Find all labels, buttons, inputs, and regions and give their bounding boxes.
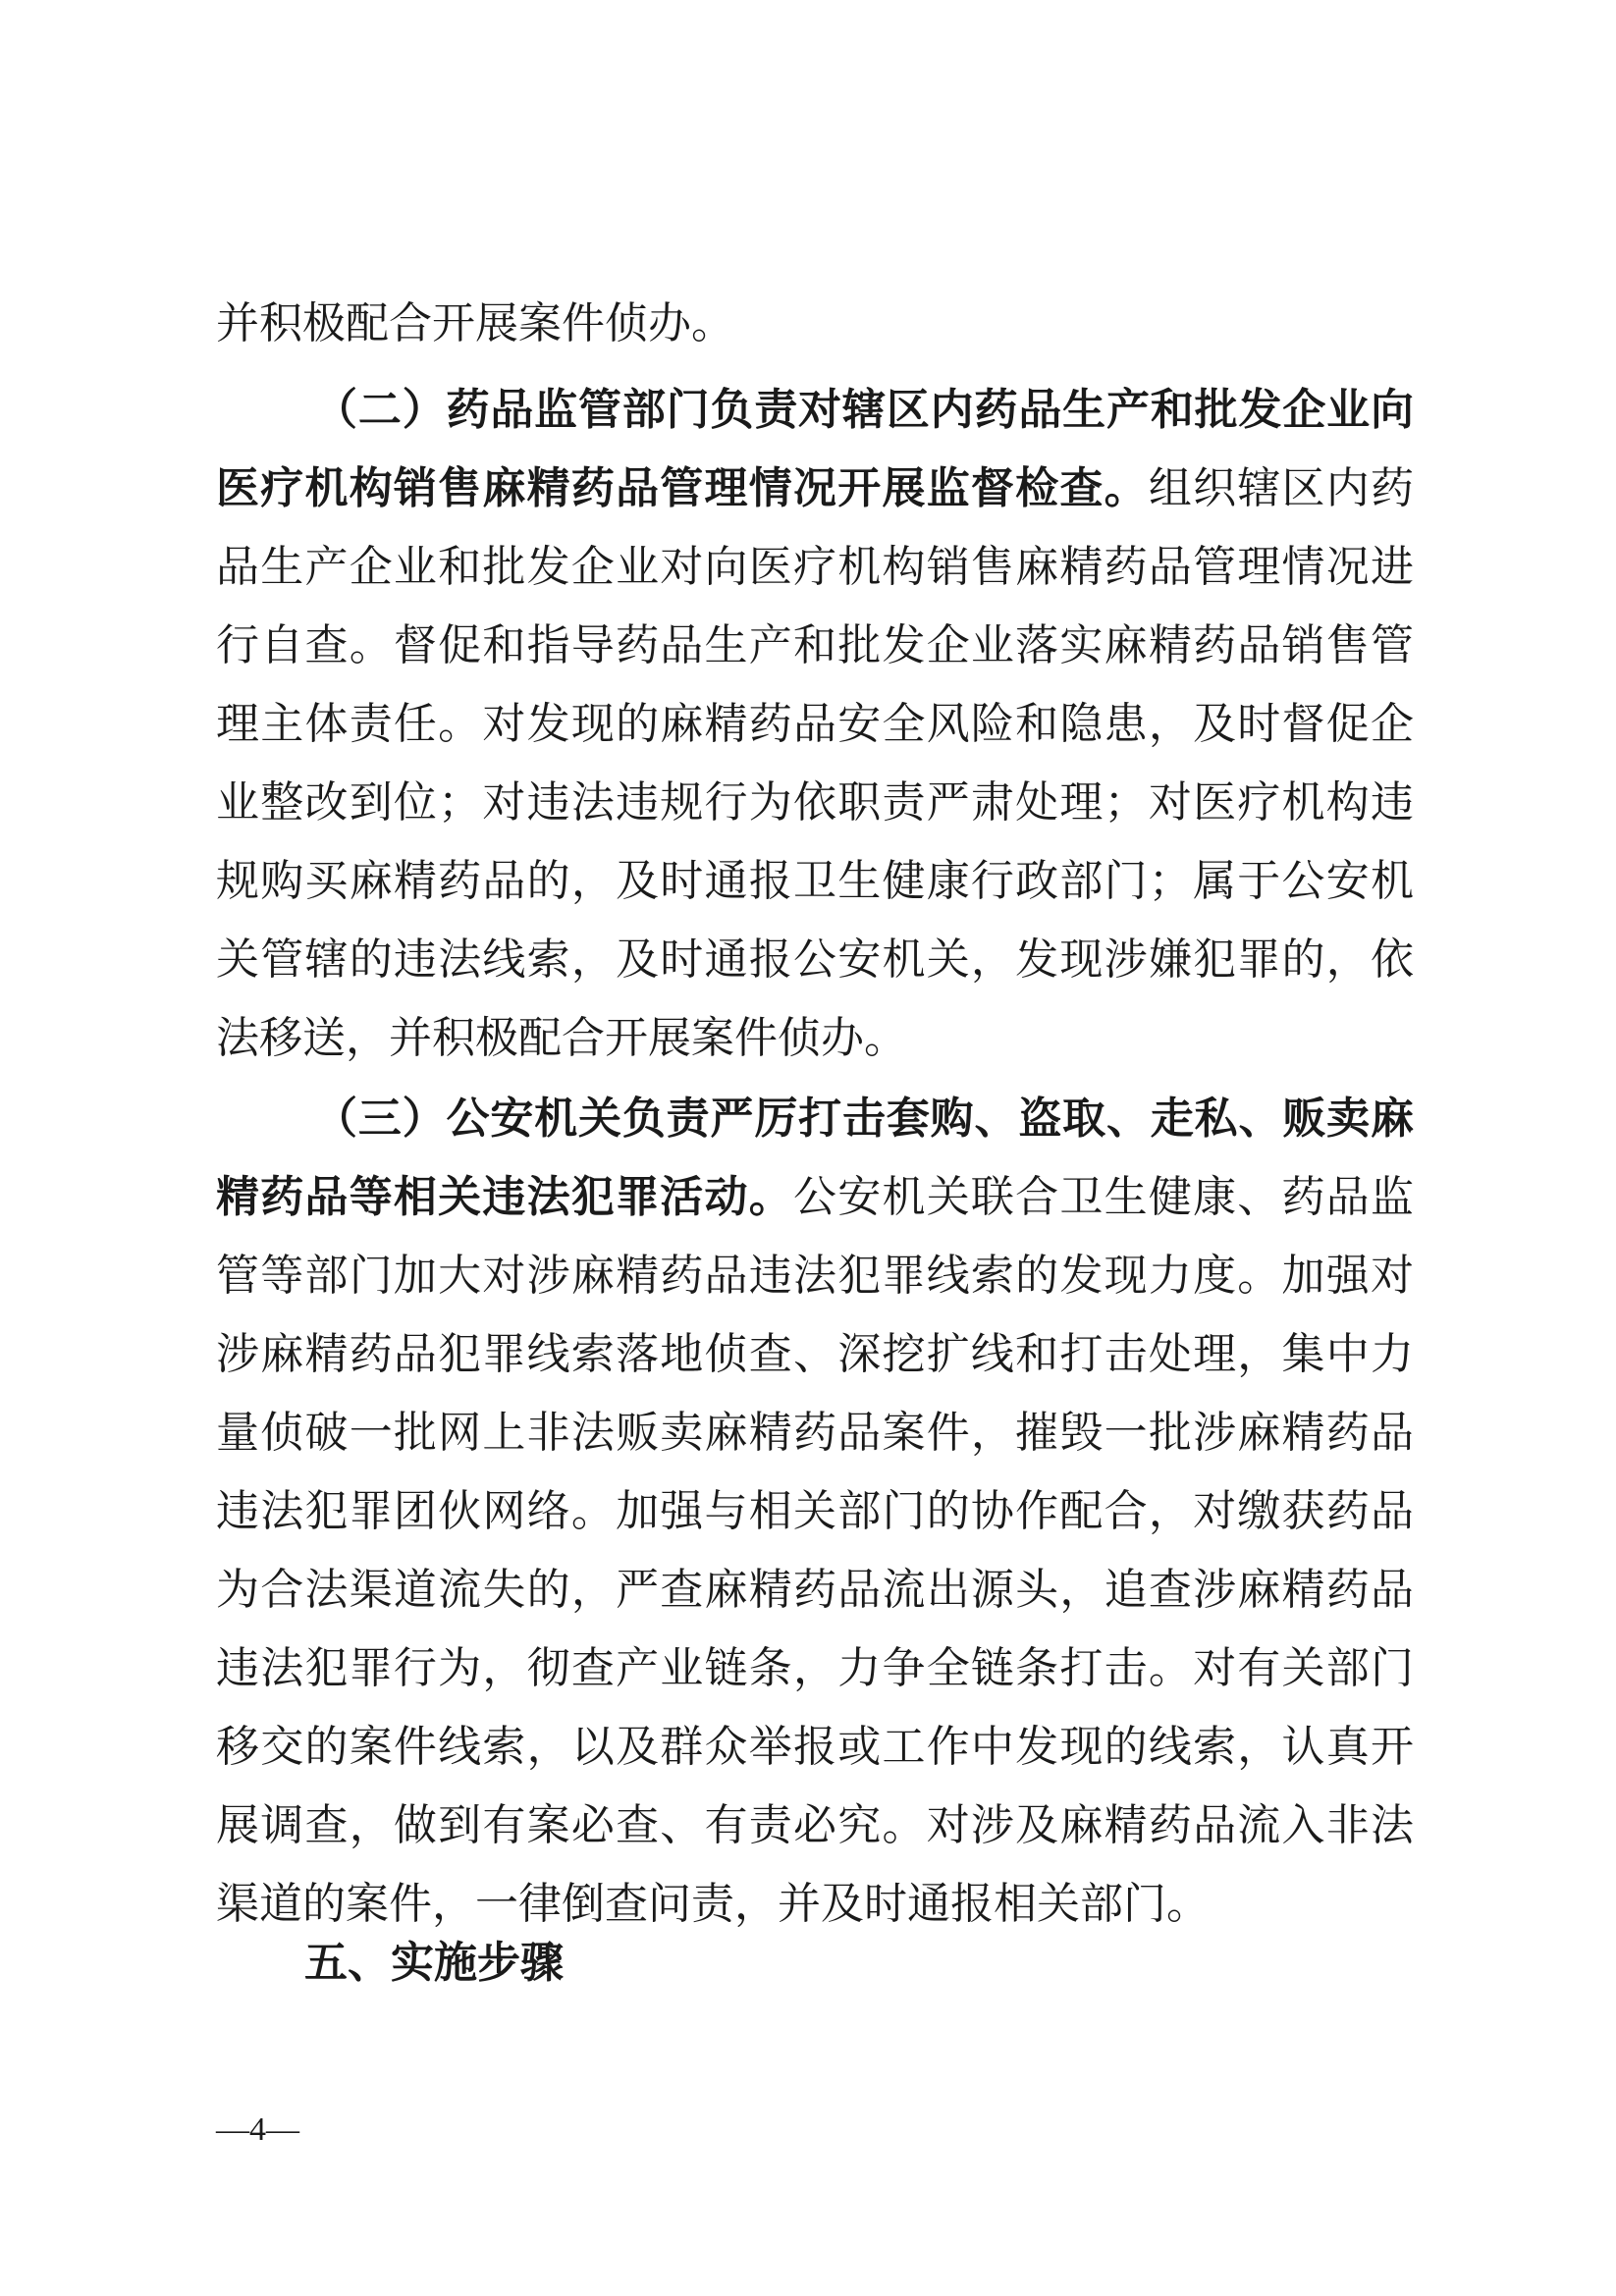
paragraph-2-heading-line-2: 医疗机构销售麻精药品管理情况开展监督检查。 [216, 463, 1149, 513]
paragraph-3-line-2 [216, 1158, 1414, 1237]
paragraph-3-line-4: 涉麻精药品犯罪线索落地侦查、深挖扩线和打击处理，集中力 [216, 1329, 1414, 1379]
page-number: —4— [216, 2111, 299, 2148]
paragraph-continuation-line: 并积极配合开展案件侦办。 [216, 298, 734, 348]
paragraph-2-line-8: 关管辖的违法线索，及时通报公安机关，发现涉嫌犯罪的，依 [216, 934, 1414, 985]
paragraph-2-line-5: 理主体责任。对发现的麻精药品安全风险和隐患，及时督促企 [216, 699, 1414, 749]
paragraph-3-line-10: 展调查，做到有案必查、有责必究。对涉及麻精药品流入非法 [216, 1800, 1414, 1850]
paragraph-3-line-7: 为合法渠道流失的，严查麻精药品流出源头，追查涉麻精药品 [216, 1565, 1414, 1615]
paragraph-3-line-5: 量侦破一批网上非法贩卖麻精药品案件，摧毁一批涉麻精药品 [216, 1408, 1414, 1458]
paragraph-2-line-3: 品生产企业和批发企业对向医疗机构销售麻精药品管理情况进 [216, 542, 1414, 592]
paragraph-2-line-2-text: 组织辖区内药 [1148, 463, 1415, 513]
paragraph-2-heading-line-1: （二）药品监管部门负责对辖区内药品生产和批发企业向 [314, 385, 1414, 435]
section-heading: 五、实施步骤 [304, 1938, 564, 1988]
paragraph-3-line-8: 违法犯罪行为，彻查产业链条，力争全链条打击。对有关部门 [216, 1643, 1414, 1693]
paragraph-3-heading-line-1: （三）公安机关负责严厉打击套购、盗取、走私、贩卖麻 [314, 1094, 1414, 1144]
paragraph-3-line-9: 移交的案件线索，以及群众举报或工作中发现的线索，认真开 [216, 1722, 1414, 1772]
paragraph-2-line-6: 业整改到位；对违法违规行为依职责严肃处理；对医疗机构违 [216, 777, 1414, 828]
paragraph-2-line-2 [216, 450, 1414, 528]
paragraph-2-line-4: 行自查。督促和指导药品生产和批发企业落实麻精药品销售管 [216, 620, 1414, 670]
paragraph-3-line-2-text: 公安机关联合卫生健康、药品监 [793, 1172, 1414, 1222]
paragraph-2-line-7: 规购买麻精药品的，及时通报卫生健康行政部门；属于公安机 [216, 856, 1414, 906]
paragraph-3-heading-line-2: 精药品等相关违法犯罪活动。 [216, 1172, 793, 1222]
paragraph-3-line-11: 渠道的案件，一律倒查问责，并及时通报相关部门。 [216, 1879, 1210, 1929]
paragraph-2-line-9: 法移送，并积极配合开展案件侦办。 [216, 1013, 907, 1063]
paragraph-3-line-3: 管等部门加大对涉麻精药品违法犯罪线索的发现力度。加强对 [216, 1251, 1414, 1301]
paragraph-3-line-6: 违法犯罪团伙网络。加强与相关部门的协作配合，对缴获药品 [216, 1486, 1414, 1536]
